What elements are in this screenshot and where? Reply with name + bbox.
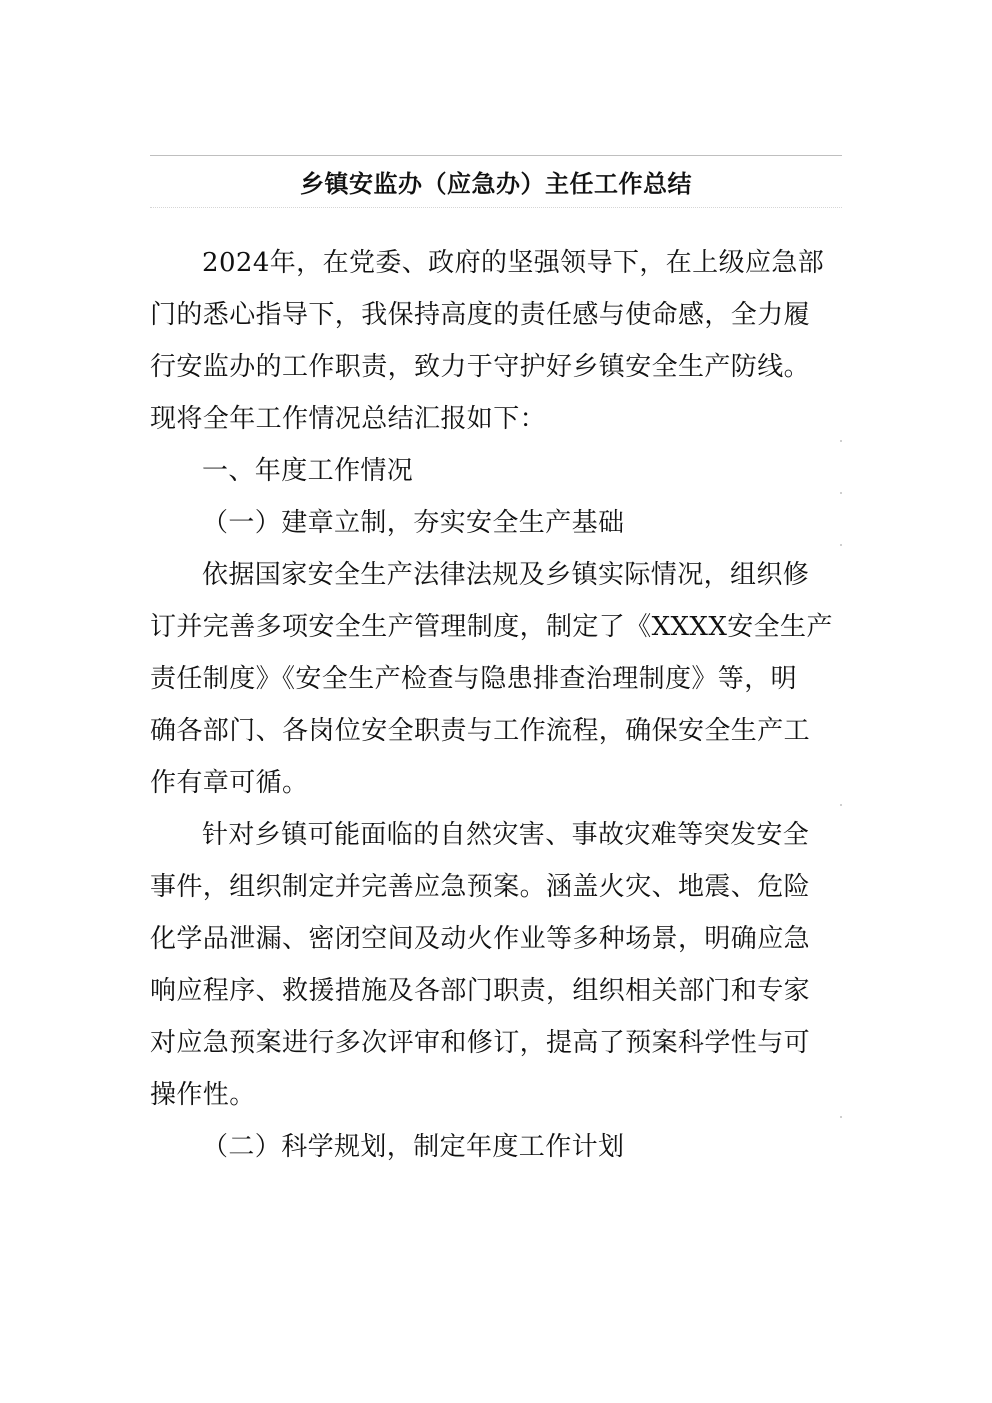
paragraph-line: 作有章可循。	[150, 768, 309, 798]
paragraph-mark	[840, 804, 842, 806]
paragraph-line: 2024年，在党委、政府的坚强领导下，在上级应急部	[202, 248, 825, 278]
paragraph-line: 订并完善多项安全生产管理制度，制定了《XXXX安全生产	[150, 612, 833, 642]
paragraph-line: 对应急预案进行多次评审和修订，提高了预案科学性与可	[150, 1028, 811, 1058]
paragraph-line: 针对乡镇可能面临的自然灾害、事故灾难等突发安全	[202, 820, 810, 850]
paragraph-line: 责任制度》《安全生产检查与隐患排查治理制度》等，明	[150, 664, 798, 694]
paragraph-mark	[840, 544, 842, 546]
paragraph-mark	[840, 492, 842, 494]
paragraph-line: 确各部门、各岗位安全职责与工作流程，确保安全生产工	[150, 716, 811, 746]
paragraph-line: 事件，组织制定并完善应急预案。涵盖火灾、地震、危险	[150, 872, 811, 902]
paragraph-line: 依据国家安全生产法律法规及乡镇实际情况，组织修	[202, 560, 810, 590]
paragraph-mark	[840, 440, 842, 442]
section-heading: 一、年度工作情况	[202, 456, 414, 486]
document-title: 乡镇安监办（应急办）主任工作总结	[300, 170, 692, 198]
paragraph-line: 门的悉心指导下，我保持高度的责任感与使命感，全力履	[150, 300, 811, 330]
paragraph-line: 化学品泄漏、密闭空间及动火作业等多种场景，明确应急	[150, 924, 811, 954]
paragraph-line: 行安监办的工作职责，致力于守护好乡镇安全生产防线。	[150, 352, 811, 382]
title-top-rule	[150, 155, 842, 156]
title-bottom-rule	[150, 207, 842, 208]
paragraph-line: 操作性。	[150, 1080, 256, 1110]
paragraph-line: 响应程序、救援措施及各部门职责，组织相关部门和专家	[150, 976, 811, 1006]
paragraph-mark	[840, 1116, 842, 1118]
subsection-heading: （一）建章立制，夯实安全生产基础	[202, 508, 625, 538]
paragraph-line: 现将全年工作情况总结汇报如下：	[150, 404, 547, 434]
subsection-heading: （二）科学规划，制定年度工作计划	[202, 1132, 625, 1162]
